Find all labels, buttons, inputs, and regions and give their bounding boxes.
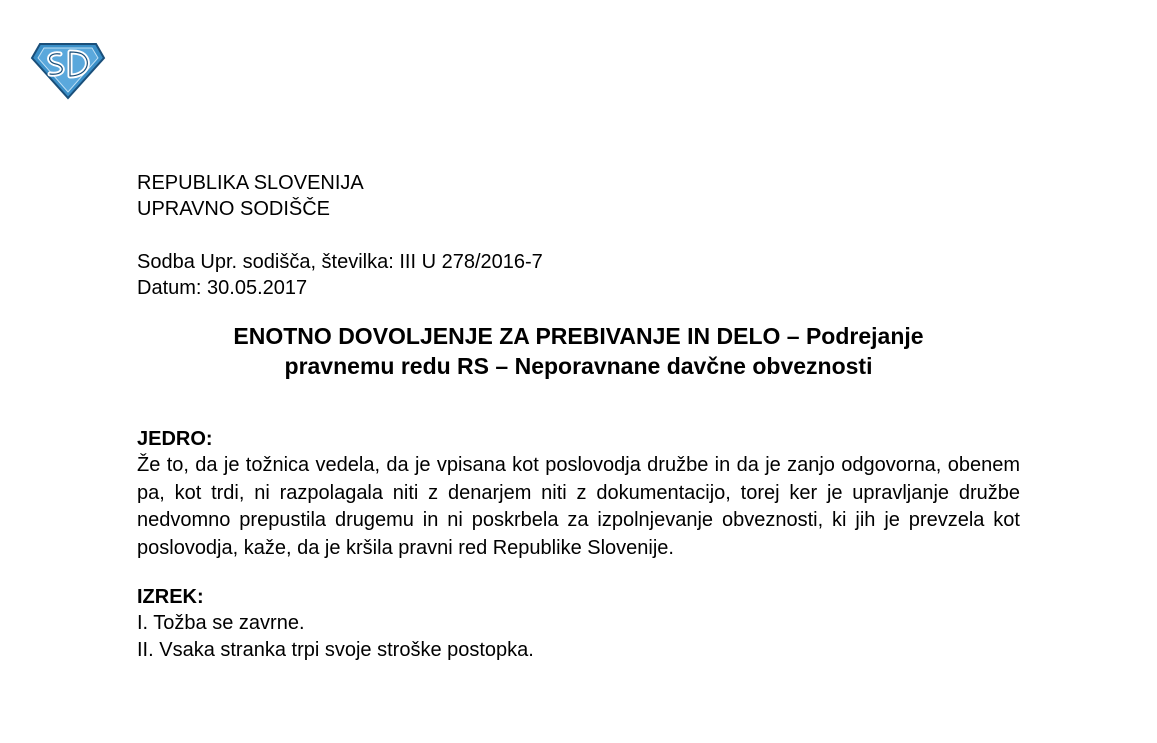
izrek-item-2: II. Vsaka stranka trpi svoje stroške postopka. [137, 639, 534, 661]
document-body [137, 170, 1020, 664]
jedro-section [137, 426, 1020, 562]
case-reference: Sodba Upr. sodišča, številka: III U 278/2016-7 [137, 251, 543, 273]
izrek-heading: IZREK: [137, 586, 204, 608]
sd-logo-icon [30, 38, 106, 100]
case-date: Datum: 30.05.2017 [137, 277, 308, 299]
jedro-text: Že to, da je tožnica vedela, da je vpisana kot poslovodja družbe in da je zanjo odgovorna, obenem pa, kot trdi, ni razpolagala niti z denarjem niti z dokumentacijo, torej ker je upravljanje družbe nedvomno prepustila drugemu in ni poskrbela za izpolnjevanje obveznosti, ki jih je prevzela kot poslovodja, kaže, da je kršila pravni red Republike Slovenije. [137, 454, 1020, 559]
sd-logo-graphic [30, 38, 106, 100]
document-title-line-1: ENOTNO DOVOLJENJE ZA PREBIVANJE IN DELO – Podrejanje [233, 323, 924, 349]
court-country: REPUBLIKA SLOVENIJA [137, 172, 364, 194]
izrek-item-1: I. Tožba se zavrne. [137, 612, 305, 634]
izrek-section [137, 584, 1020, 664]
document-title [137, 321, 1020, 381]
court-name: UPRAVNO SODIŠČE [137, 198, 330, 220]
document-title-line-2: pravnemu redu RS – Neporavnane davčne obveznosti [284, 353, 873, 379]
jedro-heading: JEDRO: [137, 428, 213, 450]
